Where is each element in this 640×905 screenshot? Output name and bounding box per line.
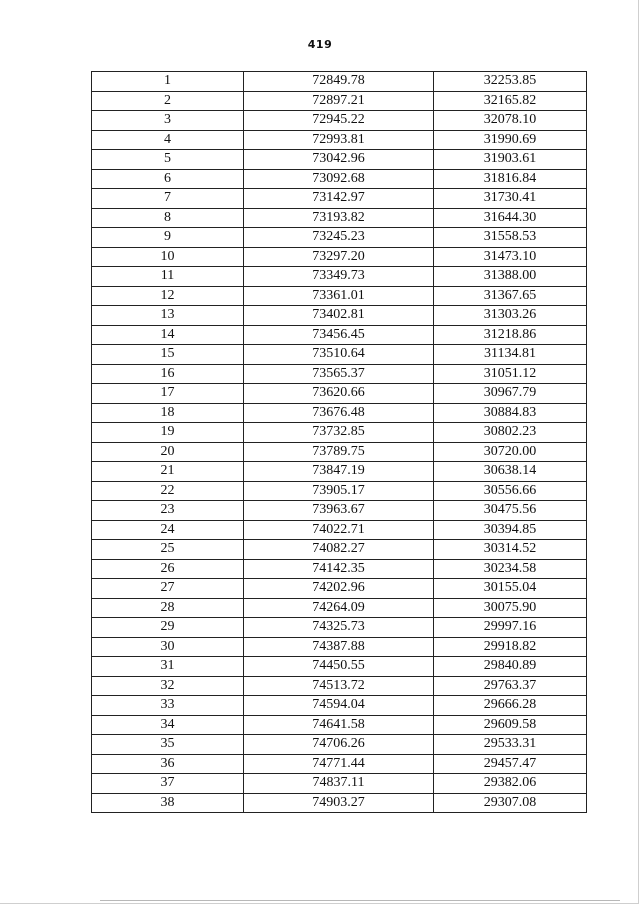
point-number-cell: 17 bbox=[92, 384, 244, 404]
point-number-cell: 16 bbox=[92, 364, 244, 384]
point-number-cell: 25 bbox=[92, 540, 244, 560]
table-row bbox=[92, 657, 587, 677]
point-number-cell: 21 bbox=[92, 462, 244, 482]
x-coordinate-cell: 73361.01 bbox=[244, 286, 434, 306]
y-coordinate-cell: 31816.84 bbox=[434, 169, 587, 189]
x-coordinate-cell: 73847.19 bbox=[244, 462, 434, 482]
y-coordinate-cell: 29609.58 bbox=[434, 715, 587, 735]
y-coordinate-cell: 30556.66 bbox=[434, 481, 587, 501]
point-number-cell: 35 bbox=[92, 735, 244, 755]
table-row bbox=[92, 247, 587, 267]
y-coordinate-cell: 31388.00 bbox=[434, 267, 587, 287]
table-row bbox=[92, 130, 587, 150]
x-coordinate-cell: 74837.11 bbox=[244, 774, 434, 794]
x-coordinate-cell: 73142.97 bbox=[244, 189, 434, 209]
page-number: 419 bbox=[307, 38, 333, 51]
point-number-cell: 28 bbox=[92, 598, 244, 618]
point-number-cell: 29 bbox=[92, 618, 244, 638]
point-number-cell: 20 bbox=[92, 442, 244, 462]
point-number-cell: 36 bbox=[92, 754, 244, 774]
y-coordinate-cell: 29382.06 bbox=[434, 774, 587, 794]
y-coordinate-cell: 29997.16 bbox=[434, 618, 587, 638]
table-row bbox=[92, 91, 587, 111]
y-coordinate-cell: 31134.81 bbox=[434, 345, 587, 365]
point-number-cell: 26 bbox=[92, 559, 244, 579]
table-row bbox=[92, 150, 587, 170]
x-coordinate-cell: 74022.71 bbox=[244, 520, 434, 540]
table-row bbox=[92, 559, 587, 579]
x-coordinate-cell: 72849.78 bbox=[244, 72, 434, 92]
y-coordinate-cell: 31051.12 bbox=[434, 364, 587, 384]
table-row bbox=[92, 501, 587, 521]
point-number-cell: 34 bbox=[92, 715, 244, 735]
y-coordinate-cell: 29666.28 bbox=[434, 696, 587, 716]
y-coordinate-cell: 31730.41 bbox=[434, 189, 587, 209]
point-number-cell: 13 bbox=[92, 306, 244, 326]
y-coordinate-cell: 32253.85 bbox=[434, 72, 587, 92]
table-row bbox=[92, 189, 587, 209]
table-row bbox=[92, 520, 587, 540]
x-coordinate-cell: 74142.35 bbox=[244, 559, 434, 579]
table-row bbox=[92, 618, 587, 638]
x-coordinate-cell: 74903.27 bbox=[244, 793, 434, 813]
point-number-cell: 10 bbox=[92, 247, 244, 267]
coordinates-table-body bbox=[92, 72, 587, 813]
table-row bbox=[92, 696, 587, 716]
x-coordinate-cell: 74513.72 bbox=[244, 676, 434, 696]
table-row bbox=[92, 540, 587, 560]
y-coordinate-cell: 32165.82 bbox=[434, 91, 587, 111]
x-coordinate-cell: 73905.17 bbox=[244, 481, 434, 501]
y-coordinate-cell: 29307.08 bbox=[434, 793, 587, 813]
x-coordinate-cell: 73193.82 bbox=[244, 208, 434, 228]
y-coordinate-cell: 30475.56 bbox=[434, 501, 587, 521]
point-number-cell: 11 bbox=[92, 267, 244, 287]
x-coordinate-cell: 74706.26 bbox=[244, 735, 434, 755]
y-coordinate-cell: 32078.10 bbox=[434, 111, 587, 131]
x-coordinate-cell: 74594.04 bbox=[244, 696, 434, 716]
table-row bbox=[92, 72, 587, 92]
point-number-cell: 31 bbox=[92, 657, 244, 677]
y-coordinate-cell: 31903.61 bbox=[434, 150, 587, 170]
point-number-cell: 37 bbox=[92, 774, 244, 794]
x-coordinate-cell: 73349.73 bbox=[244, 267, 434, 287]
x-coordinate-cell: 74387.88 bbox=[244, 637, 434, 657]
table-row bbox=[92, 462, 587, 482]
x-coordinate-cell: 73297.20 bbox=[244, 247, 434, 267]
y-coordinate-cell: 30802.23 bbox=[434, 423, 587, 443]
table-row bbox=[92, 774, 587, 794]
y-coordinate-cell: 30155.04 bbox=[434, 579, 587, 599]
table-row bbox=[92, 306, 587, 326]
table-row bbox=[92, 598, 587, 618]
x-coordinate-cell: 73963.67 bbox=[244, 501, 434, 521]
x-coordinate-cell: 72897.21 bbox=[244, 91, 434, 111]
point-number-cell: 4 bbox=[92, 130, 244, 150]
y-coordinate-cell: 30394.85 bbox=[434, 520, 587, 540]
y-coordinate-cell: 31473.10 bbox=[434, 247, 587, 267]
point-number-cell: 18 bbox=[92, 403, 244, 423]
table-row bbox=[92, 286, 587, 306]
point-number-cell: 33 bbox=[92, 696, 244, 716]
y-coordinate-cell: 30234.58 bbox=[434, 559, 587, 579]
point-number-cell: 6 bbox=[92, 169, 244, 189]
coordinates-table bbox=[91, 71, 587, 813]
table-row bbox=[92, 715, 587, 735]
x-coordinate-cell: 73732.85 bbox=[244, 423, 434, 443]
table-row bbox=[92, 403, 587, 423]
y-coordinate-cell: 29763.37 bbox=[434, 676, 587, 696]
x-coordinate-cell: 74264.09 bbox=[244, 598, 434, 618]
point-number-cell: 32 bbox=[92, 676, 244, 696]
table-row bbox=[92, 345, 587, 365]
x-coordinate-cell: 74082.27 bbox=[244, 540, 434, 560]
x-coordinate-cell: 72993.81 bbox=[244, 130, 434, 150]
point-number-cell: 30 bbox=[92, 637, 244, 657]
point-number-cell: 2 bbox=[92, 91, 244, 111]
point-number-cell: 19 bbox=[92, 423, 244, 443]
point-number-cell: 8 bbox=[92, 208, 244, 228]
y-coordinate-cell: 30314.52 bbox=[434, 540, 587, 560]
y-coordinate-cell: 30967.79 bbox=[434, 384, 587, 404]
table-row bbox=[92, 228, 587, 248]
table-row bbox=[92, 208, 587, 228]
x-coordinate-cell: 73510.64 bbox=[244, 345, 434, 365]
table-row bbox=[92, 754, 587, 774]
point-number-cell: 5 bbox=[92, 150, 244, 170]
x-coordinate-cell: 73456.45 bbox=[244, 325, 434, 345]
y-coordinate-cell: 31990.69 bbox=[434, 130, 587, 150]
table-row bbox=[92, 267, 587, 287]
point-number-cell: 23 bbox=[92, 501, 244, 521]
table-row bbox=[92, 384, 587, 404]
x-coordinate-cell: 74450.55 bbox=[244, 657, 434, 677]
table-row bbox=[92, 364, 587, 384]
table-row bbox=[92, 481, 587, 501]
y-coordinate-cell: 31367.65 bbox=[434, 286, 587, 306]
point-number-cell: 3 bbox=[92, 111, 244, 131]
x-coordinate-cell: 72945.22 bbox=[244, 111, 434, 131]
y-coordinate-cell: 30720.00 bbox=[434, 442, 587, 462]
table-row bbox=[92, 793, 587, 813]
x-coordinate-cell: 73789.75 bbox=[244, 442, 434, 462]
x-coordinate-cell: 73042.96 bbox=[244, 150, 434, 170]
point-number-cell: 27 bbox=[92, 579, 244, 599]
table-row bbox=[92, 676, 587, 696]
point-number-cell: 14 bbox=[92, 325, 244, 345]
y-coordinate-cell: 30884.83 bbox=[434, 403, 587, 423]
table-row bbox=[92, 423, 587, 443]
x-coordinate-cell: 73565.37 bbox=[244, 364, 434, 384]
y-coordinate-cell: 29918.82 bbox=[434, 637, 587, 657]
table-row bbox=[92, 637, 587, 657]
y-coordinate-cell: 31644.30 bbox=[434, 208, 587, 228]
y-coordinate-cell: 31303.26 bbox=[434, 306, 587, 326]
x-coordinate-cell: 73620.66 bbox=[244, 384, 434, 404]
point-number-cell: 15 bbox=[92, 345, 244, 365]
y-coordinate-cell: 31558.53 bbox=[434, 228, 587, 248]
y-coordinate-cell: 29533.31 bbox=[434, 735, 587, 755]
point-number-cell: 1 bbox=[92, 72, 244, 92]
table-row bbox=[92, 169, 587, 189]
x-coordinate-cell: 73245.23 bbox=[244, 228, 434, 248]
point-number-cell: 12 bbox=[92, 286, 244, 306]
x-coordinate-cell: 73092.68 bbox=[244, 169, 434, 189]
point-number-cell: 22 bbox=[92, 481, 244, 501]
y-coordinate-cell: 29840.89 bbox=[434, 657, 587, 677]
point-number-cell: 9 bbox=[92, 228, 244, 248]
y-coordinate-cell: 31218.86 bbox=[434, 325, 587, 345]
point-number-cell: 24 bbox=[92, 520, 244, 540]
table-row bbox=[92, 579, 587, 599]
table-row bbox=[92, 442, 587, 462]
table-row bbox=[92, 111, 587, 131]
x-coordinate-cell: 74641.58 bbox=[244, 715, 434, 735]
page-bottom-rule bbox=[100, 900, 620, 901]
x-coordinate-cell: 74771.44 bbox=[244, 754, 434, 774]
y-coordinate-cell: 30075.90 bbox=[434, 598, 587, 618]
table-row bbox=[92, 325, 587, 345]
point-number-cell: 38 bbox=[92, 793, 244, 813]
x-coordinate-cell: 73402.81 bbox=[244, 306, 434, 326]
table-row bbox=[92, 735, 587, 755]
point-number-cell: 7 bbox=[92, 189, 244, 209]
y-coordinate-cell: 30638.14 bbox=[434, 462, 587, 482]
x-coordinate-cell: 73676.48 bbox=[244, 403, 434, 423]
y-coordinate-cell: 29457.47 bbox=[434, 754, 587, 774]
x-coordinate-cell: 74202.96 bbox=[244, 579, 434, 599]
x-coordinate-cell: 74325.73 bbox=[244, 618, 434, 638]
